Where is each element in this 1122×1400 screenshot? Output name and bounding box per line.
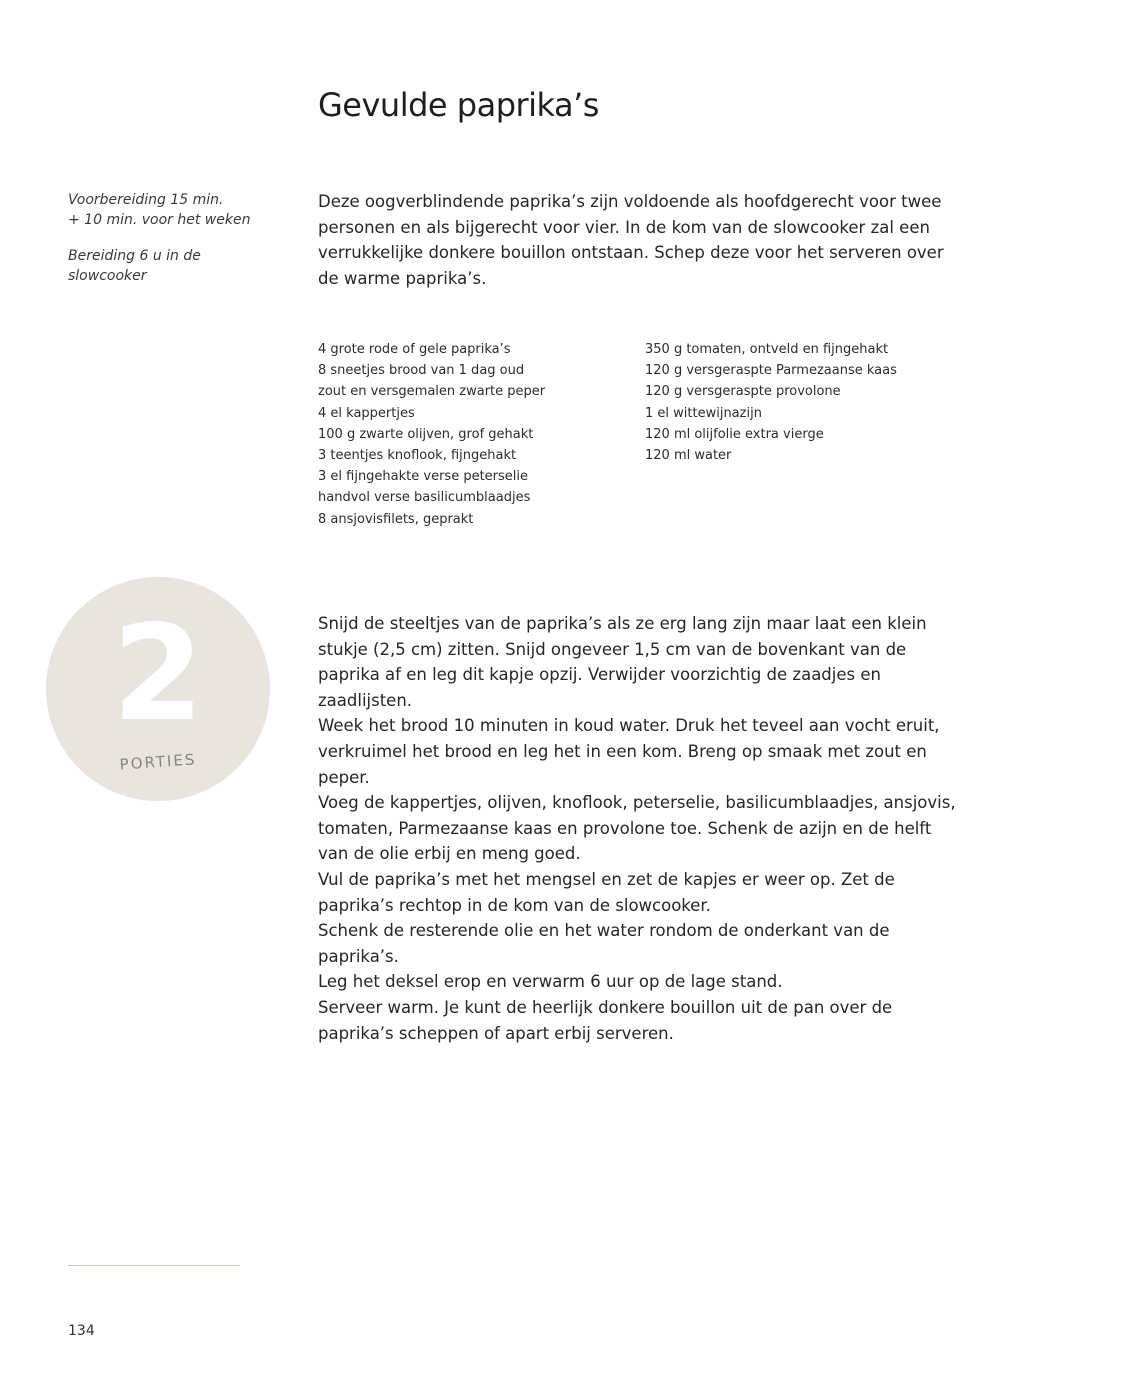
method-line: paprika’s rechtop in de kom van de slowcooker. [318,895,711,915]
cook-time [68,246,268,286]
ingredient-item: 120 g versgeraspte provolone [645,384,841,400]
ingredient-item: 350 g tomaten, ontveld en fijngehakt [645,342,889,357]
page-number: 134 [68,1323,95,1339]
method-line: Voeg de kappertjes, olijven, knoflook, peterselie, basilicumblaadjes, ansjovis, [318,793,956,813]
method-line: Serveer warm. Je kunt de heerlijk donkere bouillon uit de pan over de [318,997,893,1017]
method-line: paprika’s scheppen of apart erbij serveren. [318,1023,674,1043]
method-line: Snijd de steeltjes van de paprika’s als ze erg lang zijn maar laat een klein [318,614,927,633]
method-line: Vul de paprika’s met het mengsel en zet de kapjes er weer op. Zet de [318,869,895,889]
intro-line: personen en als bijgerecht voor vier. In de kom van de slowcooker zal een [318,217,930,237]
method-line: Week het brood 10 minuten in koud water. Druk het teveel aan vocht eruit, [318,716,940,736]
portions-label: PORTIES [119,750,197,774]
portions-number: 2 [112,597,204,751]
cook-time-line: slowcooker [68,268,147,284]
ingredient-item: 1 el wittewijnazijn [645,405,762,421]
method-line: verkruimel het brood en leg het in een kom. Breng op smaak met zout en [318,741,927,761]
ingredient-item: 120 g versgeraspte Parmezaanse kaas [645,363,897,379]
ingredient-item: 4 grote rode of gele paprika’s [318,342,511,357]
portions-badge [46,577,270,801]
method-line: Leg het deksel erop en verwarm 6 uur op de lage stand. [318,972,783,992]
method-line: tomaten, Parmezaanse kaas en provolone toe. Schenk de azijn en de helft [318,818,932,838]
ingredient-item: zout en versgemalen zwarte peper [318,384,546,400]
ingredients-list-left [318,339,618,530]
recipe-method [318,611,958,1046]
ingredient-item: 4 el kappertjes [318,405,415,421]
method-line: paprika af en leg dit kapje opzij. Verwijder voorzichtig de zaadjes en [318,665,881,685]
recipe-intro [318,189,958,291]
prep-time-line: Voorbereiding 15 min. [68,192,224,208]
method-line: stukje (2,5 cm) zitten. Snijd ongeveer 1,5 cm van de bovenkant van de [318,639,907,659]
intro-line: de warme paprika’s. [318,268,487,288]
prep-time-line: + 10 min. voor het weken [68,212,251,228]
ingredient-item: 3 el fijngehakte verse peterselie [318,469,529,485]
ingredient-item: 120 ml olijfolie extra vierge [645,426,824,442]
method-line: zaadlijsten. [318,690,413,710]
ingredient-item: 8 sneetjes brood van 1 dag oud [318,363,525,379]
prep-time [68,190,268,230]
intro-line: verrukkelijke donkere bouillon ontstaan. Schep deze voor het serveren over [318,243,944,263]
method-line: peper. [318,767,370,787]
footer-divider [68,1265,240,1266]
method-line: Schenk de resterende olie en het water rondom de onderkant van de [318,921,890,941]
ingredient-item: 120 ml water [645,448,732,464]
ingredients-list-right [645,339,945,466]
ingredient-item: handvol verse basilicumblaadjes [318,490,531,506]
ingredient-item: 100 g zwarte olijven, grof gehakt [318,426,534,442]
ingredient-item: 8 ansjovisfilets, geprakt [318,511,474,527]
recipe-title: Gevulde paprika’s [318,86,599,124]
cook-time-line: Bereiding 6 u in de [68,248,201,264]
ingredient-item: 3 teentjes knoflook, fijngehakt [318,448,517,464]
intro-line: Deze oogverblindende paprika’s zijn voldoende als hoofdgerecht voor twee [318,192,942,211]
method-line: paprika’s. [318,946,399,966]
method-line: van de olie erbij en meng goed. [318,844,581,864]
